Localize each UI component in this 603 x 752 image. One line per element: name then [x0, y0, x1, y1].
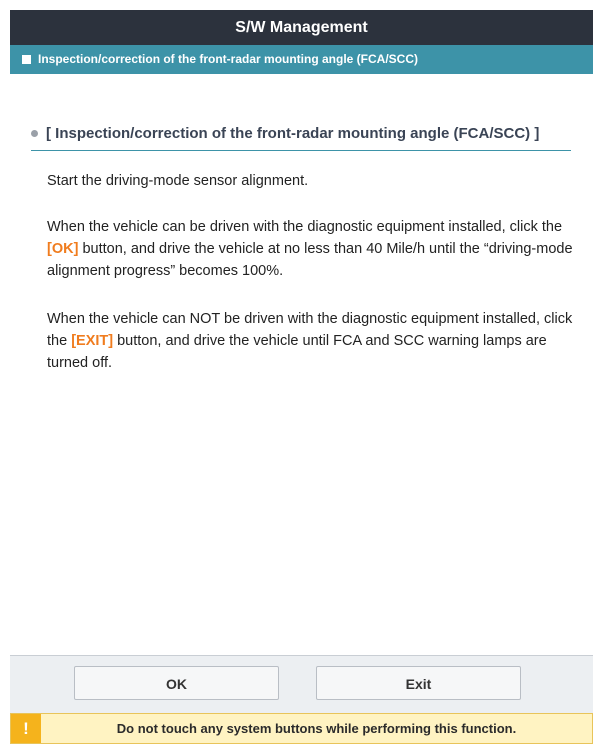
section-heading [31, 122, 571, 151]
exit-keyword: [EXIT] [71, 333, 114, 349]
content-area [10, 74, 593, 654]
instruction-paragraph-3 [47, 308, 577, 374]
square-bullet-icon [22, 55, 31, 64]
instruction-paragraph-1 [47, 170, 577, 192]
paragraph-2-text-end: button, and drive the vehicle at no less than 40 Mile/h until the “driving-mode alignment progress” becomes 100%. [47, 241, 573, 279]
warning-text: Do not touch any system buttons while performing this function. [116, 721, 517, 736]
paragraph-3-text-start: When the vehicle can NOT be driven with the diagnostic equipment installed, click the [47, 311, 573, 349]
warning-banner [10, 713, 593, 744]
dialog-window [10, 10, 593, 747]
subheader-bar [10, 45, 593, 74]
ok-keyword: [OK] [47, 241, 79, 257]
exit-button[interactable]: Exit [316, 666, 521, 700]
section-title: [ Inspection/correction of the front-radar mounting angle (FCA/SCC) ] [46, 124, 540, 142]
ok-button[interactable]: OK [74, 666, 279, 700]
paragraph-3-text-end: button, and drive the vehicle until FCA and SCC warning lamps are turned off. [47, 333, 547, 371]
instruction-paragraph-2 [47, 216, 577, 282]
subheader-label: Inspection/correction of the front-radar mounting angle (FCA/SCC) [38, 52, 419, 66]
dot-bullet-icon [31, 130, 38, 137]
paragraph-1-text: Start the driving-mode sensor alignment. [47, 173, 309, 189]
paragraph-2-text-start: When the vehicle can be driven with the diagnostic equipment installed, click the [47, 219, 563, 235]
window-title: S/W Management [10, 10, 593, 45]
warning-exclamation-icon: ! [11, 714, 41, 743]
